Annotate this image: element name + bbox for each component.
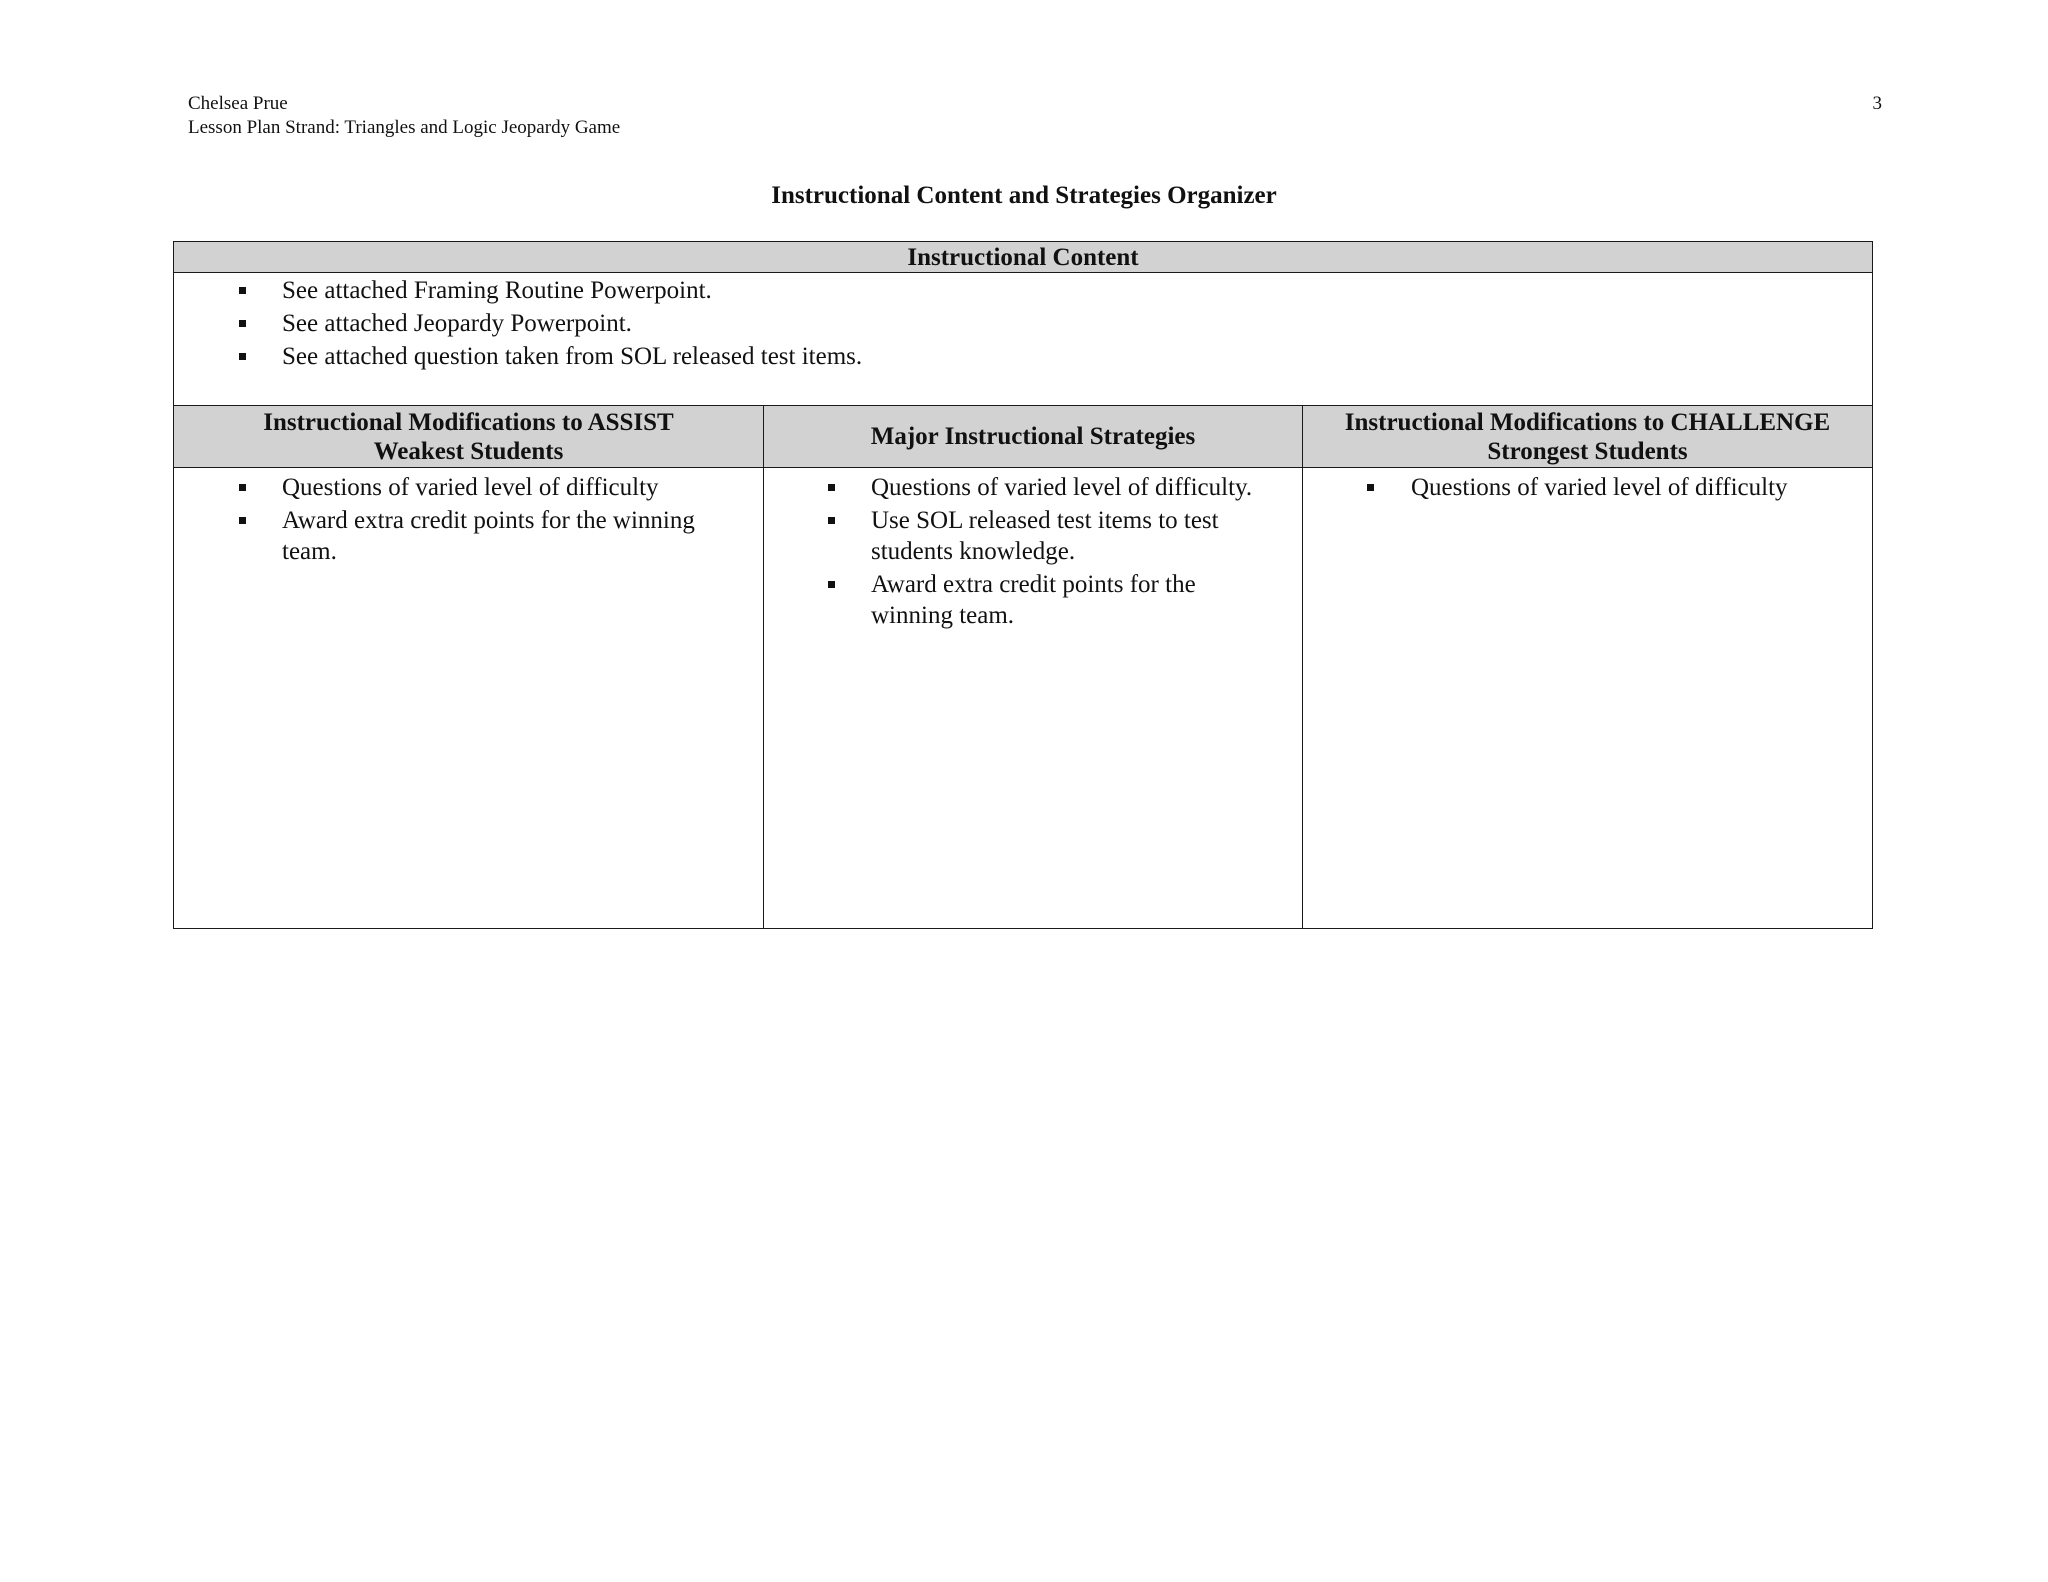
instructional-content-cell — [174, 273, 1873, 406]
list-item: See attached Framing Routine Powerpoint. — [174, 275, 1872, 306]
column-header-row — [174, 406, 1873, 468]
list-item: Questions of varied level of difficulty — [174, 472, 763, 503]
list-item: Award extra credit points for the winning team. — [174, 505, 763, 567]
list-item: Award extra credit points for the winning team. — [764, 569, 1302, 631]
page-number: 3 — [1872, 93, 1882, 114]
instructional-content-list — [174, 273, 1872, 372]
strategies-list — [764, 468, 1302, 631]
list-item: See attached Jeopardy Powerpoint. — [174, 308, 1872, 339]
list-item: Questions of varied level of difficulty — [1303, 472, 1872, 503]
assist-heading-line2: Weakest Students — [373, 437, 564, 465]
organizer-table — [173, 241, 1873, 929]
challenge-list — [1303, 468, 1872, 503]
challenge-heading-line2: Strongest Students — [1487, 437, 1688, 465]
strategies-column-heading — [764, 406, 1303, 468]
list-item: Questions of varied level of difficulty. — [764, 472, 1302, 503]
strategies-heading-line1: Major Instructional Strategies — [870, 423, 1196, 450]
instructional-content-row — [174, 273, 1873, 406]
assist-heading-line1: Instructional Modifications to ASSIST — [263, 408, 674, 436]
column-body-row — [174, 468, 1873, 929]
list-item: See attached question taken from SOL released test items. — [174, 341, 1872, 372]
page-title: Instructional Content and Strategies Organizer — [771, 182, 1277, 209]
list-item: Use SOL released test items to test students knowledge. — [764, 505, 1302, 567]
challenge-column-heading — [1303, 406, 1873, 468]
assist-column-cell — [174, 468, 764, 929]
instructional-content-heading: Instructional Content — [174, 242, 1873, 273]
challenge-heading-line1: Instructional Modifications to CHALLENGE — [1344, 408, 1831, 436]
assist-column-heading — [174, 406, 764, 468]
challenge-column-cell — [1303, 468, 1873, 929]
lesson-strand: Lesson Plan Strand: Triangles and Logic Jeopardy Game — [188, 117, 621, 138]
strategies-column-cell — [764, 468, 1303, 929]
author-name: Chelsea Prue — [188, 93, 288, 114]
instructional-content-header-row — [174, 242, 1873, 273]
assist-list — [174, 468, 763, 567]
running-header — [188, 92, 620, 140]
